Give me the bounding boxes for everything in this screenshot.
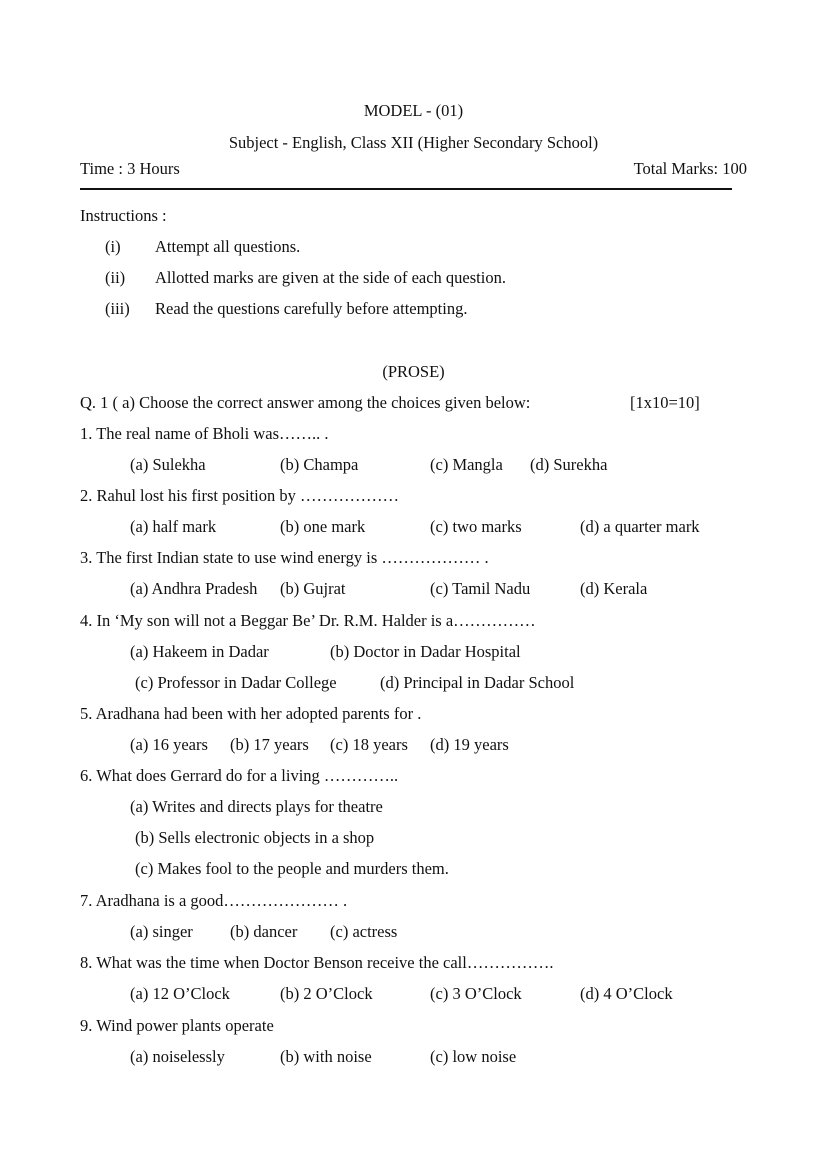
option: (c) two marks xyxy=(430,517,522,536)
question: 6. What does Gerrard do for a living ………….. xyxy=(80,766,399,785)
option: (d) Kerala xyxy=(580,579,648,598)
option: (b) dancer xyxy=(230,922,298,941)
option: (b) Champa xyxy=(280,455,359,474)
instructions-title: Instructions : xyxy=(80,206,167,225)
option: (c) Professor in Dadar College xyxy=(135,673,337,692)
instruction-num: (ii) xyxy=(105,268,126,287)
option: (a) Sulekha xyxy=(130,455,206,474)
option: (a) 16 years xyxy=(130,735,208,754)
option: (c) low noise xyxy=(430,1047,517,1066)
option: (d) 19 years xyxy=(430,735,509,754)
question: 2. Rahul lost his first position by ……………… xyxy=(80,486,400,505)
option: (b) one mark xyxy=(280,517,366,536)
subject-line: Subject - English, Class XII (Higher Secondary School) xyxy=(228,133,599,152)
option: (a) Writes and directs plays for theatre xyxy=(130,797,383,816)
section-heading: (PROSE) xyxy=(382,362,445,381)
option: (b) 17 years xyxy=(230,735,309,754)
option: (c) Makes fool to the people and murders them. xyxy=(135,859,449,878)
option: (a) Andhra Pradesh xyxy=(130,579,258,598)
option: (b) 2 O’Clock xyxy=(280,984,373,1003)
q1-marks: [1x10=10] xyxy=(630,393,700,412)
option: (d) Principal in Dadar School xyxy=(380,673,575,692)
option: (a) Hakeem in Dadar xyxy=(130,642,269,661)
question: 4. In ‘My son will not a Beggar Be’ Dr. R.M. Halder is a…………… xyxy=(80,611,536,630)
option: (a) noiselessly xyxy=(130,1047,225,1066)
question: 5. Aradhana had been with her adopted parents for . xyxy=(80,704,422,723)
divider xyxy=(80,188,732,190)
option: (c) Mangla xyxy=(430,455,503,474)
instruction-text: Attempt all questions. xyxy=(155,237,301,256)
option: (c) 18 years xyxy=(330,735,408,754)
question: 7. Aradhana is a good………………… . xyxy=(80,891,348,910)
option: (a) half mark xyxy=(130,517,217,536)
option: (c) Tamil Nadu xyxy=(430,579,531,598)
option: (b) Sells electronic objects in a shop xyxy=(135,828,375,847)
question: 9. Wind power plants operate xyxy=(80,1016,274,1035)
instruction-text: Read the questions carefully before attempting. xyxy=(155,299,468,318)
option: (d) 4 O’Clock xyxy=(580,984,673,1003)
question: 1. The real name of Bholi was…….. . xyxy=(80,424,329,443)
option: (c) 3 O’Clock xyxy=(430,984,522,1003)
question: 3. The first Indian state to use wind energy is ……………… . xyxy=(80,548,489,567)
option: (a) singer xyxy=(130,922,193,941)
model-title: MODEL - (01) xyxy=(363,101,464,120)
option: (c) actress xyxy=(330,922,398,941)
instruction-text: Allotted marks are given at the side of each question. xyxy=(155,268,506,287)
option: (d) a quarter mark xyxy=(580,517,700,536)
option: (d) Surekha xyxy=(530,455,608,474)
question: 8. What was the time when Doctor Benson receive the call……………. xyxy=(80,953,554,972)
time-label: Time : 3 Hours xyxy=(80,159,180,178)
option: (b) with noise xyxy=(280,1047,372,1066)
total-marks: Total Marks: 100 xyxy=(633,159,747,178)
option: (b) Doctor in Dadar Hospital xyxy=(330,642,521,661)
option: (a) 12 O’Clock xyxy=(130,984,230,1003)
instruction-num: (i) xyxy=(105,237,121,256)
q1-instruction: Q. 1 ( a) Choose the correct answer among the choices given below: xyxy=(80,393,531,412)
instruction-num: (iii) xyxy=(105,299,130,318)
option: (b) Gujrat xyxy=(280,579,346,598)
